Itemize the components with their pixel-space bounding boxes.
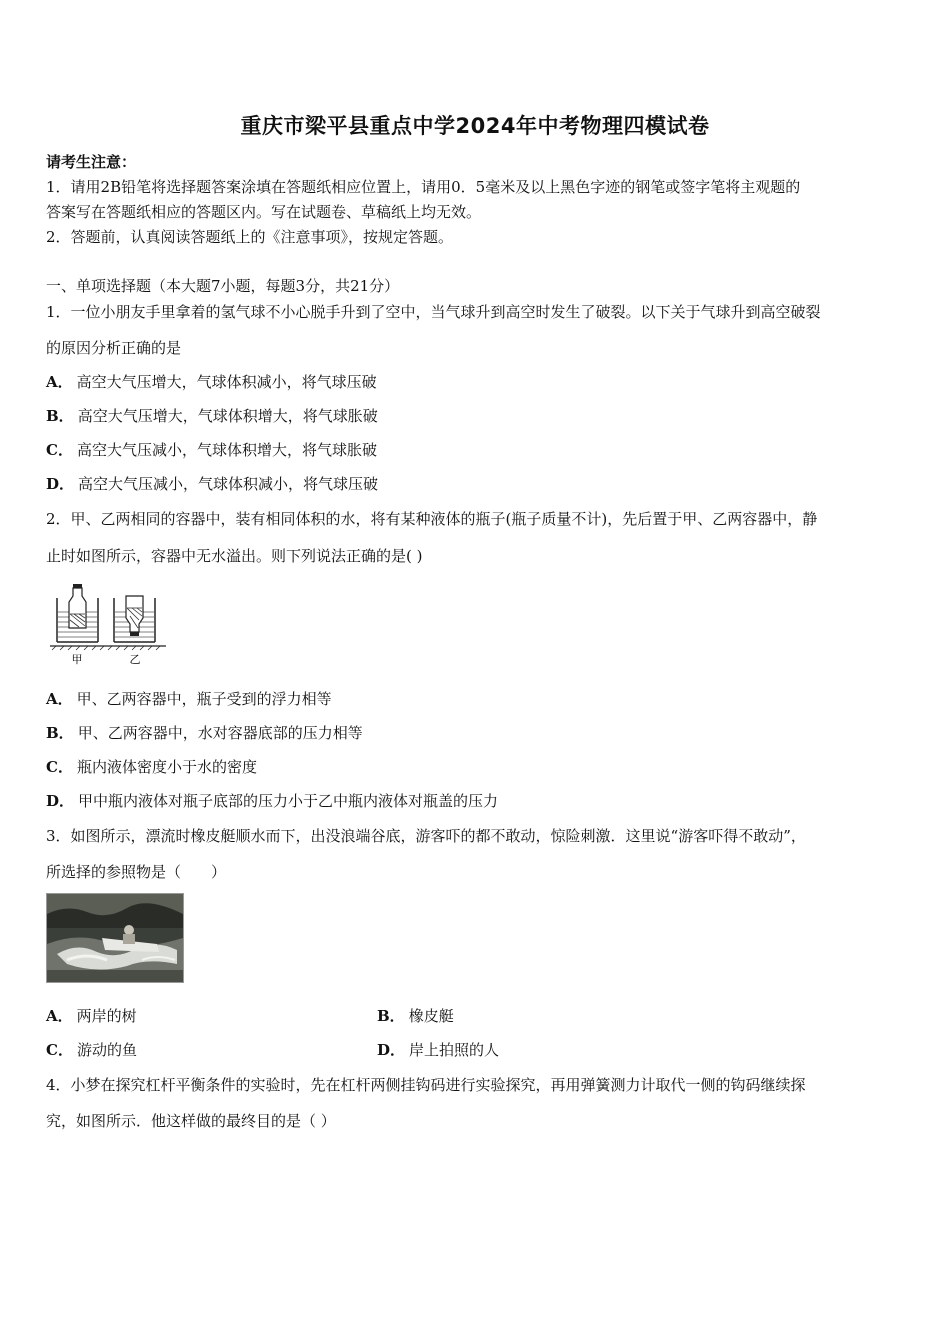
question-1-option-a[interactable]: A． 高空大气压增大，气球体积减小，将气球压破 xyxy=(46,373,377,391)
figure-label-yi: 乙 xyxy=(129,653,141,666)
question-3-option-a[interactable]: A． 两岸的树 xyxy=(46,1007,137,1025)
section-heading: 一、单项选择题（本大题7小题，每题3分，共21分） xyxy=(46,277,400,295)
question-1-option-d[interactable]: D． 高空大气压减小，气球体积减小，将气球压破 xyxy=(46,475,379,493)
notice-item-2: 2．答题前，认真阅读答题纸上的《注意事项》，按规定答题。 xyxy=(46,228,454,246)
question-4-line-2: 究，如图所示．他这样做的最终目的是（ ） xyxy=(46,1112,336,1130)
question-2-option-b[interactable]: B． 甲、乙两容器中，水对容器底部的压力相等 xyxy=(46,724,363,742)
container-jia xyxy=(57,584,98,642)
question-4-line-1: 4．小梦在探究杠杆平衡条件的实验时，先在杠杆两侧挂钩码进行实验探究，再用弹簧测力计取代一侧的钩码继续探 xyxy=(46,1076,806,1094)
question-1-line-2: 的原因分析正确的是 xyxy=(46,339,182,357)
notice-heading: 请考生注意： xyxy=(46,153,137,171)
question-1-option-c[interactable]: C． 高空大气压减小，气球体积增大，将气球胀破 xyxy=(46,441,377,459)
container-yi xyxy=(114,596,155,642)
container-figure xyxy=(48,580,168,666)
question-2-line-1: 2．甲、乙两相同的容器中，装有相同体积的水，将有某种液体的瓶子(瓶子质量不计)，先后置于甲、乙两容器中，静 xyxy=(46,510,818,528)
question-1-line-1: 1．一位小朋友手里拿着的氢气球不小心脱手升到了空中，当气球升到高空时发生了破裂。以下关于气球升到高空破裂 xyxy=(46,303,821,321)
question-3-option-d[interactable]: D． 岸上拍照的人 xyxy=(377,1041,500,1059)
question-3-option-c[interactable]: C． 游动的鱼 xyxy=(46,1041,137,1059)
question-3-option-b[interactable]: B． 橡皮艇 xyxy=(377,1007,454,1025)
rafting-photo xyxy=(46,893,184,983)
question-2-option-c[interactable]: C． 瓶内液体密度小于水的密度 xyxy=(46,758,257,776)
question-3-line-2: 所选择的参照物是（ ） xyxy=(46,863,227,881)
notice-item-1-line-1: 1．请用2B铅笔将选择题答案涂填在答题纸相应位置上，请用0．5毫米及以上黑色字迹的钢笔或签字笔将主观题的 xyxy=(46,178,801,196)
figure-label-jia: 甲 xyxy=(71,653,83,666)
question-1-option-b[interactable]: B． 高空大气压增大，气球体积增大，将气球胀破 xyxy=(46,407,378,425)
question-2-line-2: 止时如图所示，容器中无水溢出。则下列说法正确的是( ) xyxy=(46,547,423,565)
question-2-option-d[interactable]: D． 甲中瓶内液体对瓶子底部的压力小于乙中瓶内液体对瓶盖的压力 xyxy=(46,792,499,810)
notice-item-1-line-2: 答案写在答题纸相应的答题区内。写在试题卷、草稿纸上均无效。 xyxy=(46,203,482,221)
page-title: 重庆市梁平县重点中学2024年中考物理四模试卷 xyxy=(240,114,710,138)
rafting-photo-art xyxy=(47,894,183,982)
question-3-line-1: 3．如图所示，漂流时橡皮艇顺水而下，出没浪端谷底，游客吓的都不敢动，惊险刺激．这里说“游客吓得不敢动”， xyxy=(46,827,806,845)
question-2-option-a[interactable]: A． 甲、乙两容器中，瓶子受到的浮力相等 xyxy=(46,690,332,708)
